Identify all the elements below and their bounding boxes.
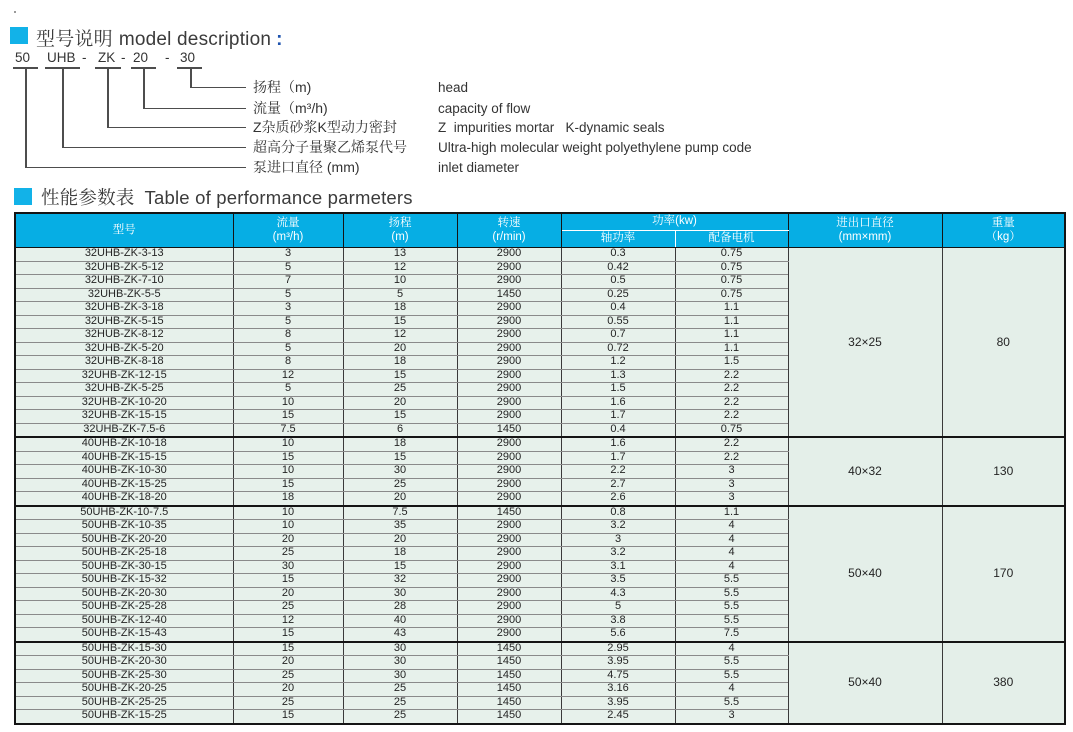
motor-power-cell: 4 (675, 560, 788, 574)
head-cell: 40 (343, 614, 457, 628)
flow-cell: 15 (233, 451, 343, 465)
motor-power-cell: 2.2 (675, 396, 788, 410)
weight-merged-cell: 130 (942, 437, 1065, 506)
motor-power-cell: 5.5 (675, 696, 788, 710)
model-cell: 32UHB-ZK-15-15 (15, 410, 233, 424)
speed-cell: 2900 (457, 614, 561, 628)
col-header-power: 功率(kw) (561, 213, 788, 231)
shaft-power-cell: 0.5 (561, 275, 675, 289)
head-cell: 5 (343, 288, 457, 302)
speed-cell: 2900 (457, 315, 561, 329)
speed-cell: 2900 (457, 396, 561, 410)
motor-power-cell: 3 (675, 478, 788, 492)
speed-cell: 2900 (457, 275, 561, 289)
section-bullet-icon (10, 27, 28, 44)
motor-power-cell: 2.2 (675, 369, 788, 383)
connector-line (107, 127, 246, 129)
connector-line (62, 147, 246, 149)
speed-cell: 1450 (457, 669, 561, 683)
flow-cell: 3 (233, 302, 343, 316)
flow-cell: 8 (233, 356, 343, 370)
shaft-power-cell: 0.42 (561, 261, 675, 275)
model-cell: 50UHB-ZK-25-25 (15, 696, 233, 710)
flow-cell: 30 (233, 560, 343, 574)
head-cell: 7.5 (343, 506, 457, 520)
col-header-flow-line2: (m³/h) (272, 230, 304, 243)
diagram-label-en: capacity of flow (438, 101, 531, 116)
performance-table (14, 212, 1066, 725)
diameter-merged-cell: 32×25 (788, 248, 942, 438)
motor-power-cell: 5.5 (675, 587, 788, 601)
flow-cell: 10 (233, 437, 343, 451)
head-cell: 15 (343, 560, 457, 574)
section2-title (41, 184, 413, 210)
shaft-power-cell: 3.2 (561, 547, 675, 561)
model-cell: 32UHB-ZK-5-12 (15, 261, 233, 275)
motor-power-cell: 7.5 (675, 628, 788, 642)
col-header-diameter-line1: 进出口直径 (836, 217, 894, 230)
head-cell: 43 (343, 628, 457, 642)
shaft-power-cell: 1.7 (561, 451, 675, 465)
shaft-power-cell: 0.4 (561, 302, 675, 316)
col-header-motor-power: 配备电机 (675, 231, 788, 248)
model-cell: 32UHB-ZK-5-20 (15, 342, 233, 356)
model-code-token: UHB (47, 50, 76, 65)
flow-cell: 25 (233, 669, 343, 683)
section2-title-cn: 性能参数表 (41, 187, 135, 208)
head-cell: 30 (343, 465, 457, 479)
speed-cell: 2900 (457, 329, 561, 343)
head-cell: 25 (343, 710, 457, 724)
speed-cell: 1450 (457, 642, 561, 656)
speed-cell: 1450 (457, 683, 561, 697)
head-cell: 28 (343, 601, 457, 615)
head-cell: 18 (343, 437, 457, 451)
motor-power-cell: 4 (675, 642, 788, 656)
flow-cell: 15 (233, 628, 343, 642)
shaft-power-cell: 5.6 (561, 628, 675, 642)
shaft-power-cell: 0.72 (561, 342, 675, 356)
model-code-token: - (121, 50, 126, 65)
performance-table-body (15, 248, 1065, 724)
shaft-power-cell: 4.3 (561, 587, 675, 601)
scan-artifact-dot (14, 11, 16, 13)
speed-cell: 2900 (457, 302, 561, 316)
motor-power-cell: 0.75 (675, 261, 788, 275)
flow-cell: 15 (233, 710, 343, 724)
head-cell: 20 (343, 533, 457, 547)
diagram-label-en: inlet diameter (438, 160, 520, 175)
speed-cell: 2900 (457, 533, 561, 547)
model-cell: 32HUB-ZK-8-12 (15, 329, 233, 343)
model-cell: 32UHB-ZK-7-10 (15, 275, 233, 289)
shaft-power-cell: 2.2 (561, 465, 675, 479)
shaft-power-cell: 2.45 (561, 710, 675, 724)
motor-power-cell: 5.5 (675, 601, 788, 615)
shaft-power-cell: 5 (561, 601, 675, 615)
motor-power-cell: 1.1 (675, 506, 788, 520)
col-header-speed-line2: (r/min) (492, 230, 526, 243)
motor-power-cell: 2.2 (675, 451, 788, 465)
shaft-power-cell: 0.55 (561, 315, 675, 329)
speed-cell: 2900 (457, 587, 561, 601)
head-cell: 35 (343, 520, 457, 534)
flow-cell: 25 (233, 601, 343, 615)
model-code-token: - (82, 50, 87, 65)
col-header-flow-line1: 流量 (276, 217, 300, 230)
model-cell: 32UHB-ZK-5-5 (15, 288, 233, 302)
flow-cell: 5 (233, 288, 343, 302)
col-header-model: 型号 (15, 213, 233, 248)
model-code-token: 20 (133, 50, 149, 65)
speed-cell: 1450 (457, 423, 561, 437)
shaft-power-cell: 0.3 (561, 248, 675, 262)
head-cell: 18 (343, 547, 457, 561)
flow-cell: 8 (233, 329, 343, 343)
motor-power-cell: 5.5 (675, 614, 788, 628)
speed-cell: 1450 (457, 656, 561, 670)
motor-power-cell: 0.75 (675, 288, 788, 302)
connector-line (25, 67, 27, 168)
shaft-power-cell: 3.1 (561, 560, 675, 574)
motor-power-cell: 1.1 (675, 315, 788, 329)
model-cell: 50UHB-ZK-20-20 (15, 533, 233, 547)
speed-cell: 2900 (457, 520, 561, 534)
head-cell: 18 (343, 302, 457, 316)
head-cell: 15 (343, 315, 457, 329)
head-cell: 20 (343, 492, 457, 506)
diagram-label-en: Ultra-high molecular weight polyethylene pump code (438, 140, 752, 155)
connector-line (190, 67, 192, 88)
flow-cell: 5 (233, 342, 343, 356)
section2-title-en: Table of performance parmeters (144, 187, 413, 208)
shaft-power-cell: 3 (561, 533, 675, 547)
col-header-diameter (788, 213, 942, 248)
model-code-token: ZK (98, 50, 116, 65)
shaft-power-cell: 1.6 (561, 396, 675, 410)
motor-power-cell: 0.75 (675, 275, 788, 289)
shaft-power-cell: 1.3 (561, 369, 675, 383)
head-cell: 13 (343, 248, 457, 262)
flow-cell: 10 (233, 506, 343, 520)
motor-power-cell: 4 (675, 533, 788, 547)
motor-power-cell: 5.5 (675, 574, 788, 588)
connector-line (143, 108, 246, 110)
connector-line (190, 87, 246, 89)
shaft-power-cell: 3.16 (561, 683, 675, 697)
model-cell: 50UHB-ZK-20-25 (15, 683, 233, 697)
speed-cell: 1450 (457, 696, 561, 710)
model-cell: 40UHB-ZK-15-15 (15, 451, 233, 465)
motor-power-cell: 1.1 (675, 342, 788, 356)
weight-merged-cell: 170 (942, 506, 1065, 642)
model-cell: 32UHB-ZK-3-18 (15, 302, 233, 316)
head-cell: 25 (343, 683, 457, 697)
flow-cell: 5 (233, 315, 343, 329)
motor-power-cell: 2.2 (675, 437, 788, 451)
model-cell: 32UHB-ZK-5-15 (15, 315, 233, 329)
model-cell: 50UHB-ZK-25-30 (15, 669, 233, 683)
col-header-head-line1: 扬程 (388, 217, 412, 230)
col-header-speed-line1: 转速 (497, 217, 521, 230)
model-cell: 50UHB-ZK-25-28 (15, 601, 233, 615)
table-header-row-1 (15, 213, 1065, 231)
col-header-shaft-power: 轴功率 (561, 231, 675, 248)
model-cell: 50UHB-ZK-30-15 (15, 560, 233, 574)
model-cell: 50UHB-ZK-15-43 (15, 628, 233, 642)
flow-cell: 12 (233, 369, 343, 383)
col-header-diameter-line2: (mm×mm) (838, 230, 892, 243)
model-cell: 40UHB-ZK-15-25 (15, 478, 233, 492)
diagram-label-cn: 超高分子量聚乙烯泵代号 (253, 139, 407, 155)
table-row (15, 506, 1065, 520)
model-cell: 32UHB-ZK-12-15 (15, 369, 233, 383)
connector-line (62, 67, 64, 148)
model-cell: 50UHB-ZK-10-7.5 (15, 506, 233, 520)
flow-cell: 5 (233, 383, 343, 397)
head-cell: 15 (343, 369, 457, 383)
head-cell: 25 (343, 696, 457, 710)
speed-cell: 2900 (457, 492, 561, 506)
diagram-label-cn: 扬程（m) (253, 79, 312, 95)
connector-line (25, 167, 246, 169)
flow-cell: 10 (233, 520, 343, 534)
shaft-power-cell: 1.6 (561, 437, 675, 451)
model-cell: 40UHB-ZK-10-30 (15, 465, 233, 479)
motor-power-cell: 2.2 (675, 383, 788, 397)
flow-cell: 20 (233, 683, 343, 697)
model-cell: 32UHB-ZK-5-25 (15, 383, 233, 397)
head-cell: 15 (343, 451, 457, 465)
diameter-merged-cell: 40×32 (788, 437, 942, 506)
motor-power-cell: 2.2 (675, 410, 788, 424)
flow-cell: 25 (233, 547, 343, 561)
shaft-power-cell: 3.95 (561, 656, 675, 670)
col-header-weight (942, 213, 1065, 248)
head-cell: 25 (343, 478, 457, 492)
shaft-power-cell: 3.95 (561, 696, 675, 710)
speed-cell: 2900 (457, 383, 561, 397)
flow-cell: 7.5 (233, 423, 343, 437)
diameter-merged-cell: 50×40 (788, 642, 942, 724)
speed-cell: 2900 (457, 248, 561, 262)
model-cell: 50UHB-ZK-15-25 (15, 710, 233, 724)
flow-cell: 25 (233, 696, 343, 710)
speed-cell: 1450 (457, 288, 561, 302)
model-cell: 32UHB-ZK-8-18 (15, 356, 233, 370)
shaft-power-cell: 0.8 (561, 506, 675, 520)
diagram-label-cn: Z杂质砂浆K型动力密封 (253, 119, 397, 135)
model-cell: 32UHB-ZK-3-13 (15, 248, 233, 262)
flow-cell: 15 (233, 478, 343, 492)
speed-cell: 2900 (457, 261, 561, 275)
flow-cell: 20 (233, 533, 343, 547)
flow-cell: 15 (233, 574, 343, 588)
section1-title-en: model description (118, 29, 272, 50)
flow-cell: 15 (233, 642, 343, 656)
motor-power-cell: 4 (675, 683, 788, 697)
motor-power-cell: 1.1 (675, 329, 788, 343)
flow-cell: 15 (233, 410, 343, 424)
speed-cell: 2900 (457, 601, 561, 615)
flow-cell: 10 (233, 396, 343, 410)
shaft-power-cell: 1.2 (561, 356, 675, 370)
head-cell: 10 (343, 275, 457, 289)
head-cell: 20 (343, 396, 457, 410)
model-cell: 40UHB-ZK-18-20 (15, 492, 233, 506)
section1-title (36, 24, 283, 51)
shaft-power-cell: 2.6 (561, 492, 675, 506)
model-code-token: 30 (180, 50, 196, 65)
weight-merged-cell: 80 (942, 248, 1065, 438)
diameter-merged-cell: 50×40 (788, 506, 942, 642)
col-header-flow (233, 213, 343, 248)
flow-cell: 10 (233, 465, 343, 479)
flow-cell: 20 (233, 656, 343, 670)
head-cell: 30 (343, 642, 457, 656)
flow-cell: 20 (233, 587, 343, 601)
table-row (15, 248, 1065, 262)
motor-power-cell: 4 (675, 520, 788, 534)
speed-cell: 2900 (457, 451, 561, 465)
shaft-power-cell: 0.25 (561, 288, 675, 302)
speed-cell: 1450 (457, 506, 561, 520)
section1-title-cn: 型号说明 (36, 29, 113, 50)
diagram-label-en: Z impurities mortar K-dynamic seals (438, 120, 665, 135)
head-cell: 30 (343, 669, 457, 683)
weight-merged-cell: 380 (942, 642, 1065, 724)
model-cell: 50UHB-ZK-10-35 (15, 520, 233, 534)
model-cell: 50UHB-ZK-12-40 (15, 614, 233, 628)
flow-cell: 7 (233, 275, 343, 289)
flow-cell: 5 (233, 261, 343, 275)
head-cell: 15 (343, 410, 457, 424)
shaft-power-cell: 2.95 (561, 642, 675, 656)
diagram-label-en: head (438, 80, 469, 95)
speed-cell: 2900 (457, 628, 561, 642)
speed-cell: 2900 (457, 465, 561, 479)
speed-cell: 2900 (457, 547, 561, 561)
speed-cell: 2900 (457, 356, 561, 370)
col-header-head-line2: (m) (391, 230, 409, 243)
shaft-power-cell: 0.4 (561, 423, 675, 437)
head-cell: 20 (343, 342, 457, 356)
speed-cell: 2900 (457, 342, 561, 356)
col-header-weight-line1: 重量 (991, 217, 1015, 230)
diagram-label-cn: 流量（m³/h) (253, 100, 328, 116)
motor-power-cell: 5.5 (675, 669, 788, 683)
col-header-weight-line2: （kg） (985, 230, 1021, 243)
motor-power-cell: 5.5 (675, 656, 788, 670)
motor-power-cell: 3 (675, 465, 788, 479)
flow-cell: 18 (233, 492, 343, 506)
model-cell: 50UHB-ZK-15-32 (15, 574, 233, 588)
shaft-power-cell: 1.7 (561, 410, 675, 424)
motor-power-cell: 1.1 (675, 302, 788, 316)
head-cell: 12 (343, 261, 457, 275)
shaft-power-cell: 3.2 (561, 520, 675, 534)
motor-power-cell: 1.5 (675, 356, 788, 370)
model-cell: 32UHB-ZK-10-20 (15, 396, 233, 410)
flow-cell: 12 (233, 614, 343, 628)
head-cell: 30 (343, 587, 457, 601)
connector-line (107, 67, 109, 128)
head-cell: 32 (343, 574, 457, 588)
head-cell: 30 (343, 656, 457, 670)
shaft-power-cell: 2.7 (561, 478, 675, 492)
shaft-power-cell: 3.8 (561, 614, 675, 628)
speed-cell: 2900 (457, 574, 561, 588)
head-cell: 12 (343, 329, 457, 343)
table-row (15, 437, 1065, 451)
speed-cell: 2900 (457, 437, 561, 451)
model-cell: 50UHB-ZK-20-30 (15, 587, 233, 601)
motor-power-cell: 3 (675, 492, 788, 506)
head-cell: 25 (343, 383, 457, 397)
head-cell: 6 (343, 423, 457, 437)
motor-power-cell: 3 (675, 710, 788, 724)
speed-cell: 2900 (457, 369, 561, 383)
model-code-token: - (165, 50, 170, 65)
model-cell: 32UHB-ZK-7.5-6 (15, 423, 233, 437)
diagram-label-cn: 泵进口直径 (mm) (253, 159, 360, 175)
connector-line (143, 67, 145, 109)
shaft-power-cell: 3.5 (561, 574, 675, 588)
speed-cell: 2900 (457, 478, 561, 492)
shaft-power-cell: 1.5 (561, 383, 675, 397)
speed-cell: 2900 (457, 560, 561, 574)
speed-cell: 2900 (457, 410, 561, 424)
section1-title-colon: : (276, 29, 283, 50)
shaft-power-cell: 0.7 (561, 329, 675, 343)
col-header-head (343, 213, 457, 248)
head-cell: 18 (343, 356, 457, 370)
motor-power-cell: 0.75 (675, 423, 788, 437)
model-cell: 50UHB-ZK-15-30 (15, 642, 233, 656)
section-bullet-icon (14, 188, 32, 205)
flow-cell: 3 (233, 248, 343, 262)
model-cell: 50UHB-ZK-25-18 (15, 547, 233, 561)
table-row (15, 642, 1065, 656)
motor-power-cell: 0.75 (675, 248, 788, 262)
motor-power-cell: 4 (675, 547, 788, 561)
shaft-power-cell: 4.75 (561, 669, 675, 683)
speed-cell: 1450 (457, 710, 561, 724)
model-cell: 40UHB-ZK-10-18 (15, 437, 233, 451)
model-cell: 50UHB-ZK-20-30 (15, 656, 233, 670)
col-header-speed (457, 213, 561, 248)
model-code-token: 50 (15, 50, 31, 65)
